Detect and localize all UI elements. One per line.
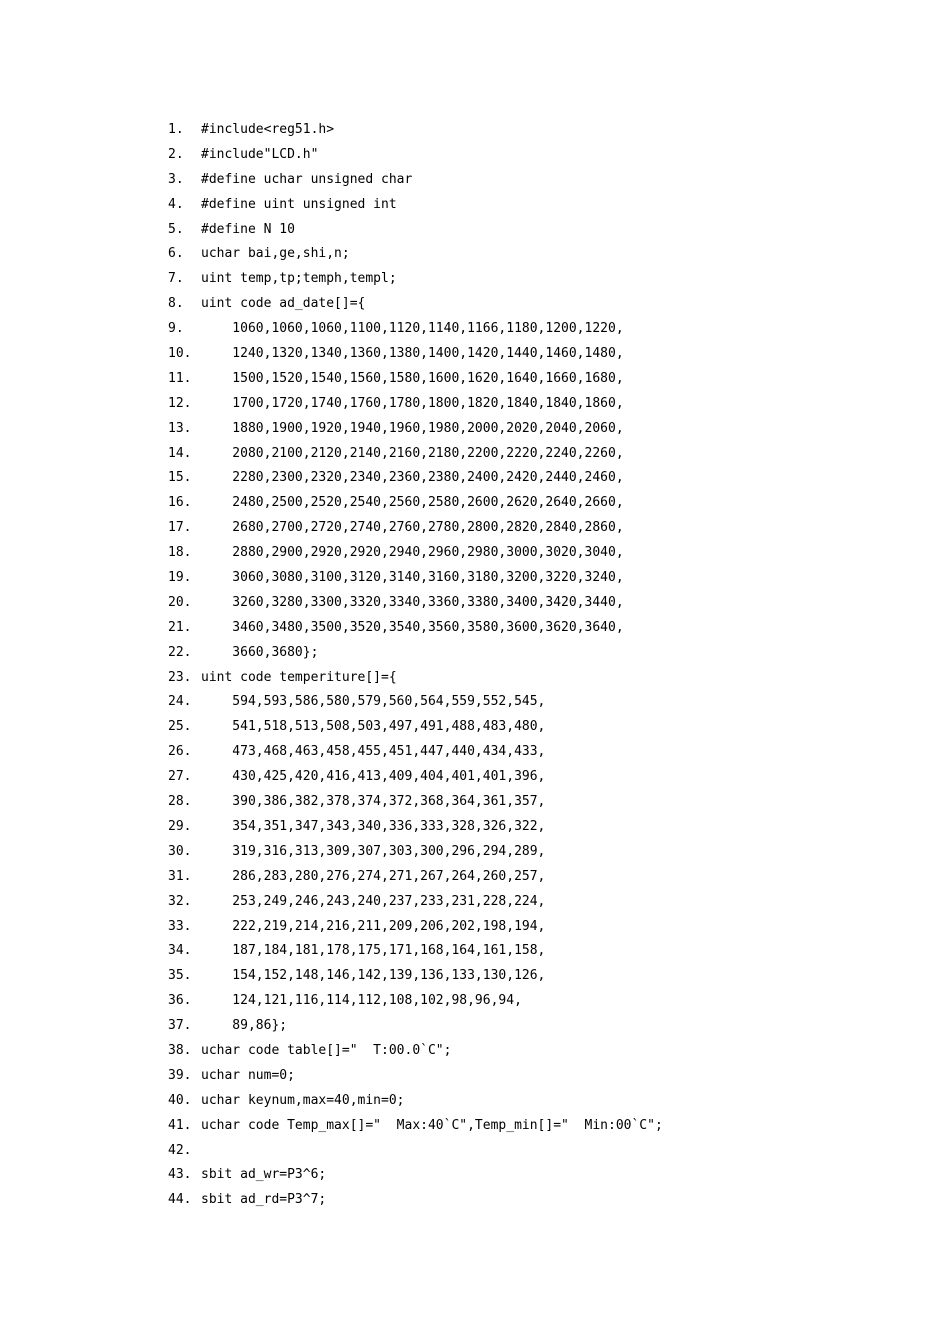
code-line — [168, 143, 888, 168]
code-line — [168, 865, 888, 890]
code-line — [168, 193, 888, 218]
line-number: 19. — [168, 570, 192, 586]
line-code: 473,468,463,458,455,451,447,440,434,433, — [201, 744, 546, 760]
line-code: uchar num=0; — [201, 1067, 295, 1083]
code-line — [168, 641, 888, 666]
code-line — [168, 989, 888, 1014]
line-code: uint code temperiture[]={ — [201, 669, 397, 685]
line-number: 39. — [168, 1067, 192, 1083]
line-number: 6. — [168, 246, 184, 262]
line-number: 22. — [168, 644, 192, 660]
line-code: 222,219,214,216,211,209,206,202,198,194, — [201, 918, 546, 934]
line-code: 154,152,148,146,142,139,136,133,130,126, — [201, 968, 546, 984]
line-number: 33. — [168, 918, 192, 934]
line-code: uchar code Temp_max[]=" Max:40`C",Temp_min[]=" Min:00`C"; — [201, 1117, 663, 1133]
code-line — [168, 317, 888, 342]
line-number: 34. — [168, 943, 192, 959]
line-number: 12. — [168, 395, 192, 411]
line-number: 29. — [168, 818, 192, 834]
code-line — [168, 1139, 888, 1164]
line-number: 35. — [168, 968, 192, 984]
code-line — [168, 616, 888, 641]
code-line — [168, 541, 888, 566]
line-number: 26. — [168, 744, 192, 760]
line-code: 2280,2300,2320,2340,2360,2380,2400,2420,2440,2460, — [201, 470, 624, 486]
line-code: 319,316,313,309,307,303,300,296,294,289, — [201, 843, 546, 859]
line-number: 38. — [168, 1042, 192, 1058]
code-line — [168, 442, 888, 467]
line-number: 28. — [168, 794, 192, 810]
line-number: 37. — [168, 1018, 192, 1034]
line-number: 27. — [168, 769, 192, 785]
line-number: 3. — [168, 171, 184, 187]
line-code: 187,184,181,178,175,171,168,164,161,158, — [201, 943, 546, 959]
line-code: 2080,2100,2120,2140,2160,2180,2200,2220,2240,2260, — [201, 445, 624, 461]
line-code: uchar bai,ge,shi,n; — [201, 246, 350, 262]
line-number: 36. — [168, 993, 192, 1009]
line-code: 253,249,246,243,240,237,233,231,228,224, — [201, 893, 546, 909]
line-code: 1060,1060,1060,1100,1120,1140,1166,1180,1200,1220, — [201, 321, 624, 337]
line-code: 2880,2900,2920,2920,2940,2960,2980,3000,3020,3040, — [201, 545, 624, 561]
code-line — [168, 1064, 888, 1089]
line-code: #include"LCD.h" — [201, 146, 319, 162]
code-line — [168, 392, 888, 417]
code-line — [168, 566, 888, 591]
code-line — [168, 168, 888, 193]
line-number: 5. — [168, 221, 184, 237]
line-code: 390,386,382,378,374,372,368,364,361,357, — [201, 794, 546, 810]
line-code: #define N 10 — [201, 221, 295, 237]
code-line — [168, 417, 888, 442]
code-line — [168, 292, 888, 317]
code-line — [168, 466, 888, 491]
code-line — [168, 491, 888, 516]
code-line — [168, 666, 888, 691]
line-number: 16. — [168, 495, 192, 511]
line-number: 11. — [168, 370, 192, 386]
line-number: 24. — [168, 694, 192, 710]
line-number: 10. — [168, 346, 192, 362]
code-line — [168, 939, 888, 964]
line-number: 21. — [168, 619, 192, 635]
code-line — [168, 740, 888, 765]
line-code: uint temp,tp;temph,templ; — [201, 271, 397, 287]
line-number: 31. — [168, 868, 192, 884]
line-number: 20. — [168, 594, 192, 610]
line-number: 17. — [168, 520, 192, 536]
line-number: 13. — [168, 420, 192, 436]
line-code: 1240,1320,1340,1360,1380,1400,1420,1440,1460,1480, — [201, 346, 624, 362]
code-line — [168, 964, 888, 989]
code-line — [168, 1163, 888, 1188]
line-code: 541,518,513,508,503,497,491,488,483,480, — [201, 719, 546, 735]
line-code: 430,425,420,416,413,409,404,401,401,396, — [201, 769, 546, 785]
code-line — [168, 342, 888, 367]
line-code: #define uint unsigned int — [201, 196, 397, 212]
code-line — [168, 765, 888, 790]
line-code: 3660,3680}; — [201, 644, 319, 660]
line-number: 41. — [168, 1117, 192, 1133]
line-number: 9. — [168, 321, 184, 337]
line-code: uint code ad_date[]={ — [201, 296, 366, 312]
code-line — [168, 516, 888, 541]
code-line — [168, 1114, 888, 1139]
line-code: #define uchar unsigned char — [201, 171, 413, 187]
code-line — [168, 915, 888, 940]
line-number: 14. — [168, 445, 192, 461]
code-line — [168, 1014, 888, 1039]
line-number: 32. — [168, 893, 192, 909]
code-line — [168, 118, 888, 143]
line-code: 286,283,280,276,274,271,267,264,260,257, — [201, 868, 546, 884]
code-line — [168, 1039, 888, 1064]
code-line — [168, 690, 888, 715]
line-code: 124,121,116,114,112,108,102,98,96,94, — [201, 993, 522, 1009]
line-code: 3460,3480,3500,3520,3540,3560,3580,3600,3620,3640, — [201, 619, 624, 635]
line-number: 44. — [168, 1192, 192, 1208]
line-code: 2680,2700,2720,2740,2760,2780,2800,2820,2840,2860, — [201, 520, 624, 536]
line-number: 40. — [168, 1092, 192, 1108]
line-number: 8. — [168, 296, 184, 312]
line-number: 15. — [168, 470, 192, 486]
line-number: 23. — [168, 669, 192, 685]
code-line — [168, 591, 888, 616]
line-code: 1700,1720,1740,1760,1780,1800,1820,1840,1840,1860, — [201, 395, 624, 411]
line-code: 3060,3080,3100,3120,3140,3160,3180,3200,3220,3240, — [201, 570, 624, 586]
code-line — [168, 840, 888, 865]
code-line — [168, 242, 888, 267]
line-number: 30. — [168, 843, 192, 859]
code-line — [168, 815, 888, 840]
code-line — [168, 367, 888, 392]
line-code: sbit ad_rd=P3^7; — [201, 1192, 327, 1208]
code-line — [168, 715, 888, 740]
line-code: uchar keynum,max=40,min=0; — [201, 1092, 405, 1108]
code-line — [168, 1188, 888, 1213]
code-line — [168, 267, 888, 292]
line-number: 7. — [168, 271, 184, 287]
line-code: 354,351,347,343,340,336,333,328,326,322, — [201, 818, 546, 834]
line-number: 4. — [168, 196, 184, 212]
line-number: 43. — [168, 1167, 192, 1183]
line-code: 1500,1520,1540,1560,1580,1600,1620,1640,1660,1680, — [201, 370, 624, 386]
line-number: 18. — [168, 545, 192, 561]
line-code: 3260,3280,3300,3320,3340,3360,3380,3400,3420,3440, — [201, 594, 624, 610]
line-code: uchar code table[]=" T:00.0`C"; — [201, 1042, 452, 1058]
line-code: 2480,2500,2520,2540,2560,2580,2600,2620,2640,2660, — [201, 495, 624, 511]
line-code: #include<reg51.h> — [201, 122, 335, 137]
line-code: 1880,1900,1920,1940,1960,1980,2000,2020,2040,2060, — [201, 420, 624, 436]
line-number: 42. — [168, 1142, 192, 1158]
line-code: sbit ad_wr=P3^6; — [201, 1167, 327, 1183]
line-number: 1. — [168, 122, 184, 137]
code-line — [168, 890, 888, 915]
code-listing — [168, 118, 888, 1213]
code-line — [168, 218, 888, 243]
code-line — [168, 1089, 888, 1114]
code-line — [168, 790, 888, 815]
line-code: 594,593,586,580,579,560,564,559,552,545, — [201, 694, 546, 710]
line-number: 2. — [168, 146, 184, 162]
line-code: 89,86}; — [201, 1018, 288, 1034]
line-number: 25. — [168, 719, 192, 735]
